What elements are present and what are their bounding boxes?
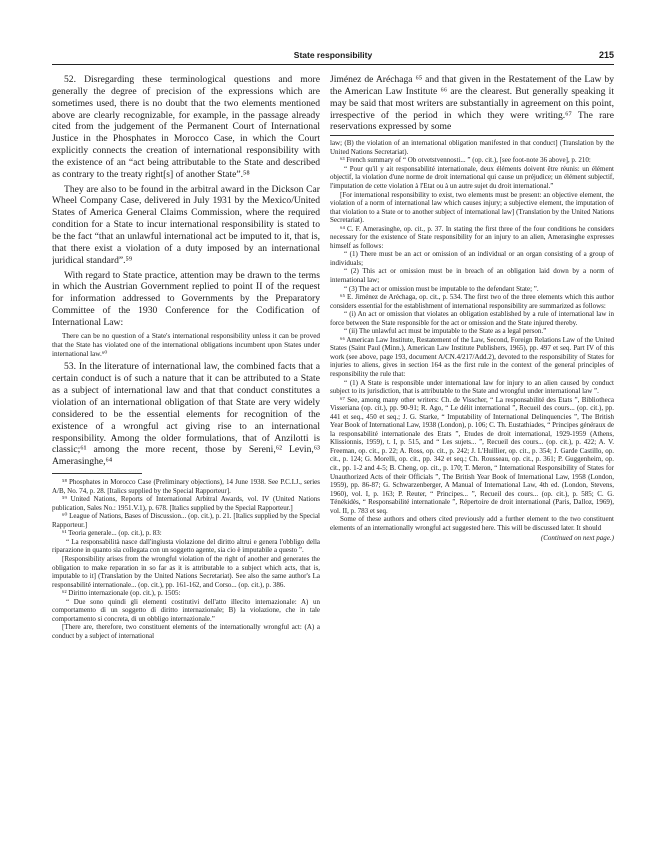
footnote-64-item-1: “ (1) There must be an act or omission of an individual or an organ consisting of a group of individuals; <box>330 250 614 267</box>
left-column <box>52 74 320 834</box>
footnote-62-continued: law; (B) the violation of an international obligation manifested in that conduct] (Translation by the United Nations Secretariat). <box>330 139 614 156</box>
footnote-64: ⁶⁴ C. F. Amerasinghe, op. cit., p. 37. In stating the first three of the four conditions he considers necessary for the existence of State responsibility for an injury to an alien, Amerasinghe expresses himself as follows: <box>330 224 614 250</box>
footnote-65-item-ii: “ (ii) The unlawful act must be imputable to the State as a legal person.” <box>344 327 547 336</box>
footnote-64-item-2: “ (2) This act or omission must be in breach of an obligation laid down by a norm of international law; <box>330 267 614 284</box>
page-number: 215 <box>598 50 614 60</box>
right-column <box>330 74 614 834</box>
footnote-66-quote: “ (1) A State is responsible under international law for injury to an alien caused by conduct subject to its jurisdiction, that is attributable to the State and wrongful under international law ”. <box>330 378 614 396</box>
footnote-63-translation: [For international responsibility to exist, two elements must be present: an objective element, the violation of a norm of international law which causes injury; a subjective element, the imputation of that violation to a State or to another subject of international law] (Translation by the United Nations Secretariat). <box>330 190 614 225</box>
footnote-rule <box>330 135 614 136</box>
footnote-67: ⁶⁷ See, among many other writers: Ch. de Visscher, “ La responsabilité des Etats ”, Bibliotheca Visseriana (op. cit.), pp. 90-91; R. Ago, “ Le délit international ”, Recueil des cours... (op. cit.), pp. 441 et seq., 450 et seq.; J. G. Starke, “ Imputability of International Delinquencies ”, The British Year Book of International Law, 1938 (London), p. 106; C. Th. Eustathiades, “ Principes généraux de la responsabilité internationale des Etats ”, Etudes de droit international, 1929-1959 (Athens, Klissionnis, 1959), t. I, p. 515, and “ Les sujets... ”, Recueil des cours... (op. cit.), p. 422; A. V. Freeman, op. cit., p. 22; A. Ross, op. cit., p. 242; J. L'Huillier, op. cit., p. 354; J. Garde Castillo, op. cit., p. 124; G. Morelli, op. cit., pp. 342 et seq.; Ch. Rousseau, op. cit., p. 361; P. Guggenheim, op. cit., pp. 1-2 and 4-5; B. Cheng, op. cit., p. 170; T. Meron, “ International Responsibility of States for Unauthorized Acts of their Officials ”, The British Year Book of International Law, 1958 (London, 1959), pp. 86-87; G. Schwarzenberger, A Manual of International Law, 4th ed. (London, Stevens, 1960), vol. I, p. 163; P. Reuter, “ Principes... ”, Recueil des cours... (op. cit.), p. 585; C. G. Ténékidès, “ Responsabilité internationale ”, Répertoire de droit international (Paris, Dalloz, 1969), vol. II, p. 783 et seq. <box>330 395 614 515</box>
paragraph-state-practice: With regard to State practice, attention may be drawn to the terms in which the Austrian Government replied to point II of the request for information addressed to Governments by the Preparatory Committee of the 1930 Conference for the Codification of International Law: <box>52 269 320 328</box>
paragraph-53: 53. In the literature of international law, the combined facts that a certain conduct is of such a nature that it can be attributed to a State as a subject of international law and that that conduct constitutes a violation of an international obligation of that State are very widely considered to be the essential elements for recognition of the existence of a wrongful act giving rise to an international responsibility. Among the older formulations, that of Anzilotti is classic;⁶¹ among the more recent, those by Sereni,⁶² Levin,⁶³ Amerasinghe,⁶⁴ <box>52 361 320 468</box>
footnote-61-quote: “ La responsabilità nasce dall'ingiusta violazione del diritto altrui e genera l'obbligo della riparazione in quanto sia collegata con un soggetto agente, sia cio è imputabile a questo ”. <box>52 537 320 555</box>
continued-note: (Continued on next page.) <box>540 534 614 543</box>
austria-quotation: There can be no question of a State's international responsibility unless it can be proved that the State has violated one of the international obligations incumbent upon States under international law.⁶⁰ <box>52 331 320 358</box>
footnote-66: ⁶⁶ American Law Institute, Restatement of the Law, Second, Foreign Relations Law of the United States (Saint Paul (Minn.), American Law Institute Publishers, 1965), pp. 497 et seq. Part IV of this work (see above, page 193, document A/CN.4/217/Add.2), devoted to the responsibility of States for injuries to aliens, gives in section 164 as the first rule in the context of the general principles of responsibility the rule that: <box>330 335 614 378</box>
footnote-58: ⁵⁸ Phosphates in Morocco Case (Preliminary objections), 14 June 1938. See P.C.I.J., series A/B, No. 74, p. 28. [Italics supplied by the Special Rapporteur]. <box>52 478 320 495</box>
closing-paragraph: Some of these authors and others cited previously add a further element to the two constituent elements of an internationally wrongful act suggested here. This will be discussed later. It should <box>330 515 614 532</box>
paragraph-dickson: They are also to be found in the arbitral award in the Dickson Car Wheel Company Case, delivered in July 1931 by the Mexico/United States of America General Claims Commission, where the required condition for a State to incur international responsibility is stated to be the fact “that an unlawful international act be imputed to it, that is, that there exist a violation of a duty imposed by an international juridical standard”.⁵⁹ <box>52 183 320 266</box>
footnote-63: ⁶³ French summary of “ Ob otvetstvennosti... ” (op. cit.), [see foot-note 36 above], p. 210: <box>340 156 591 165</box>
footnote-60: ⁶⁰ League of Nations, Bases of Discussion... (op. cit.), p. 21. [Italics supplied by the Special Rapporteur.] <box>52 512 320 529</box>
paragraph-52: 52. Disregarding these terminological questions and more generally the degree of precision of the expressions which are sometimes used, there is no doubt that the two elements mentioned above are clearly recognizable, for example, in the passage already cited from the judgement of the Permanent Court of International Justice in the Phosphates in Morocco Case, in which the Court explicitly connects the creation of international responsibility with the existence of an “act being attributable to the State and described as contrary to the treaty right[s] of another State”.⁵⁸ <box>52 74 320 180</box>
footnote-62-quote: “ Due sono quindi gli elementi costitutivi dell'atto illecito internazionale: A) un comportamento di un soggetto di diritto internazionale; B) la violazione, che in tale comportamento si concreta, di un obbligo internazionale.” <box>52 597 320 623</box>
footnote-rule <box>52 473 142 474</box>
footnote-65-item-i: “ (i) An act or omission that violates an obligation established by a rule of international law in force between the State responsible for the act or omission and the State injured thereby. <box>330 310 614 327</box>
footnote-62: ⁶² Diritto internazionale (op. cit.), p. 1505: <box>62 589 181 598</box>
footnote-61: ⁶¹ Teoria generale... (op. cit.), p. 83: <box>62 529 162 538</box>
paragraph-continued: Jiménez de Aréchaga ⁶⁵ and that given in the Restatement of the Law by the American Law Institute ⁶⁶ are the clearest. But generally speaking it may be said that most writers are substantially in agreement on this point, irrespective of the period in which they were writing.⁶⁷ The rare reservations expressed by some <box>330 74 614 133</box>
running-title: State responsibility <box>293 50 373 60</box>
footnote-61-translation: [Responsibility arises from the wrongful violation of the right of another and generates the obligation to make reparation in so far as it is attributable to a subject which acts, that is, imputable to it] (Translation by the United Nations Secretariat). See also the same author's La responsabilité internationale... (op. cit.), pp. 161-162, and Corso... (op. cit.), p. 386. <box>52 554 320 589</box>
footnote-65: ⁶⁵ E. Jiménez de Aréchaga, op. cit., p. 534. The first two of the three elements which this author considers essential for the establishment of international responsibility are summarized as follows: <box>330 293 614 310</box>
running-header <box>52 50 614 65</box>
footnote-63-quote: “ Pour qu'il y ait responsabilité internationale, deux éléments doivent être réunis: un élément objectif, la violation d'une norme de droit international qui cause un préjudice; un élément subjectif, l'imputation de cette violation à l'Etat ou à un autre sujet du droit international.” <box>330 164 614 190</box>
footnote-59: ⁵⁹ United Nations, Reports of International Arbitral Awards, vol. IV (United Nations publication, Sales No.: 1951.V.1), p. 678. [Italics supplied by the Special Rapporteur.] <box>52 495 320 512</box>
footnote-64-item-3: “ (3) The act or omission must be imputable to the defendant State; ”. <box>344 284 539 293</box>
footnote-62-translation: [There are, therefore, two constituent elements of the internationally wrongful act: (A) a conduct by a subject of international <box>52 623 320 640</box>
